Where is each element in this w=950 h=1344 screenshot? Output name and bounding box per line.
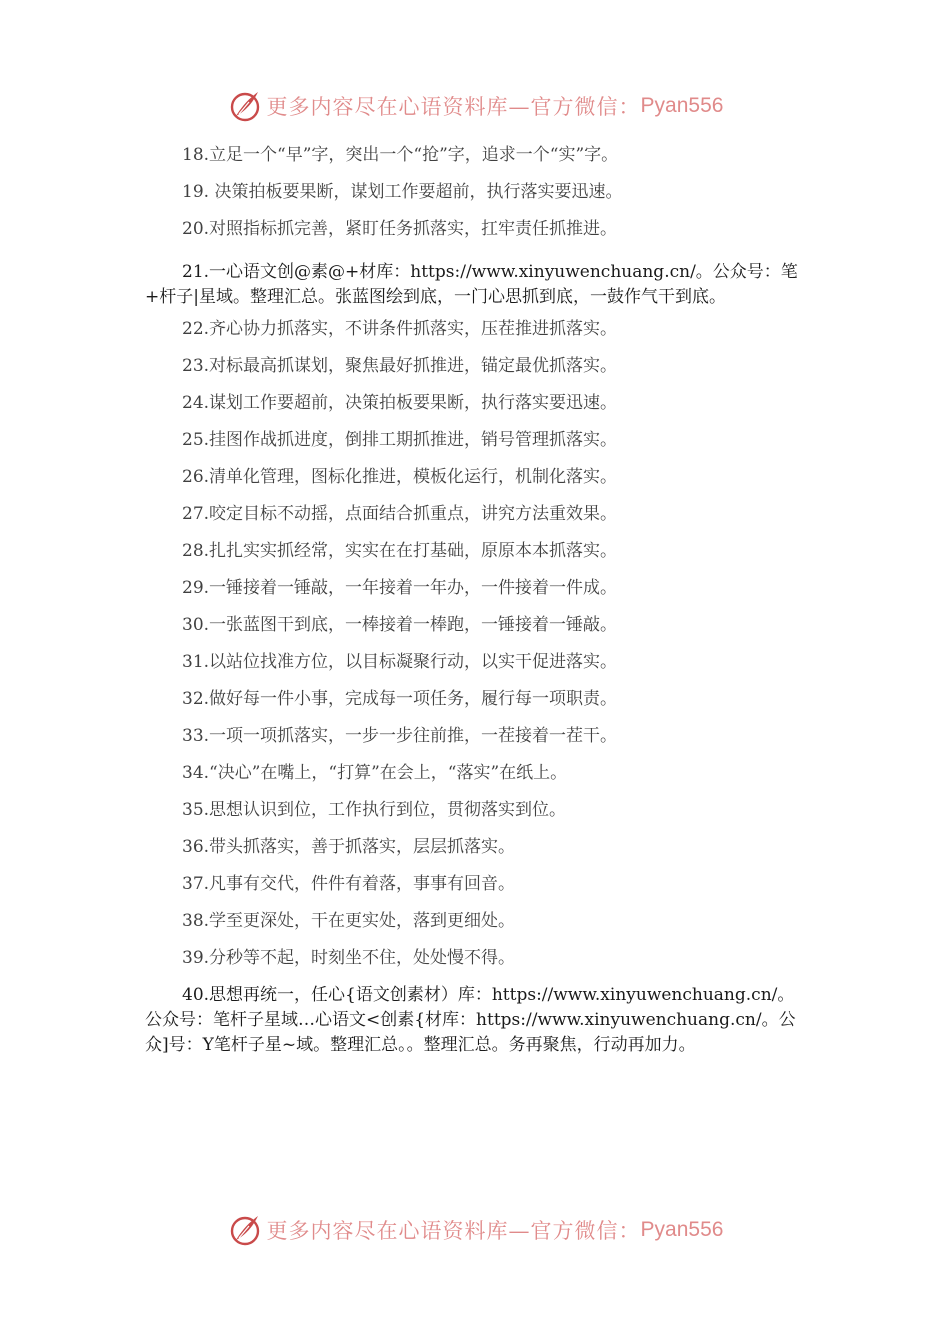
list-item: 29.一锤接着一锤敲，一年接着一年办，一件接着一件成。 (182, 578, 618, 598)
banner-wechat-id: Pyan556 (640, 1218, 724, 1241)
list-item: 24.谋划工作要超前，决策拍板要果断，执行落实要迅速。 (182, 393, 618, 413)
footer-banner (0, 1210, 950, 1250)
list-item: 38.学至更深处，干在更实处，落到更细处。 (182, 911, 516, 931)
list-item: 28.扎扎实实抓经常，实实在在打基础，原原本本抓落实。 (182, 541, 618, 561)
banner-wechat-id: Pyan556 (640, 94, 724, 117)
quill-logo-icon (227, 88, 263, 124)
list-item: 31.以站位找准方位，以目标凝聚行动，以实干促进落实。 (182, 652, 618, 672)
list-item: 33.一项一项抓落实，一步一步往前推，一茬接着一茬干。 (182, 726, 618, 746)
document-body (145, 144, 810, 1058)
list-item: 32.做好每一件小事，完成每一项任务，履行每一项职责。 (182, 689, 618, 709)
list-item: 23.对标最高抓谋划，聚焦最好抓推进，锚定最优抓落实。 (182, 356, 618, 376)
header-banner (0, 86, 950, 126)
paragraph-40: 40.思想再统一，任心{语文创素材）库：https://www.xinyuwenchuang.cn/。公众号：笔杆子星域…心语文<创素{材库：https://www.xinyuwenchuang.cn/。公众]号：Y笔杆子星~域。整理汇总。。整理汇总。务再聚焦，行动再加力。 (145, 985, 796, 1055)
list-item: 19. 决策拍板要果断，谋划工作要超前，执行落实要迅速。 (182, 182, 623, 202)
list-item: 18.立足一个“早”字，突出一个“抢”字，追求一个“实”字。 (182, 145, 619, 165)
paragraph-21: 21.一心语文创@素@+材库：https://www.xinyuwenchuang.cn/。公众号：笔+杆子|星域。整理汇总。张蓝图绘到底，一门心思抓到底，一鼓作气干到底。 (145, 262, 798, 307)
list-item: 25.挂图作战抓进度，倒排工期抓推进，销号管理抓落实。 (182, 430, 618, 450)
list-item: 22.齐心协力抓落实，不讲条件抓落实，压茬推进抓落实。 (182, 319, 618, 339)
list-item: 30.一张蓝图干到底，一棒接着一棒跑，一锤接着一锤敲。 (182, 615, 618, 635)
list-item: 34.“决心”在嘴上，“打算”在会上，“落实”在纸上。 (182, 763, 568, 783)
list-item: 39.分秒等不起，时刻坐不住，处处慢不得。 (182, 948, 516, 968)
list-item: 36.带头抓落实，善于抓落实，层层抓落实。 (182, 837, 516, 857)
quill-logo-icon (227, 1212, 263, 1248)
list-item: 26.清单化管理，图标化推进，模板化运行，机制化落实。 (182, 467, 618, 487)
list-item: 20.对照指标抓完善，紧盯任务抓落实，扛牢责任抓推进。 (182, 219, 618, 239)
banner-text: 更多内容尽在心语资料库—官方微信： (266, 1219, 641, 1243)
list-item: 27.咬定目标不动摇，点面结合抓重点，讲究方法重效果。 (182, 504, 618, 524)
list-item: 37.凡事有交代，件件有着落，事事有回音。 (182, 874, 516, 894)
list-item: 35.思想认识到位，工作执行到位，贯彻落实到位。 (182, 800, 567, 820)
banner-text: 更多内容尽在心语资料库—官方微信： (266, 95, 641, 119)
